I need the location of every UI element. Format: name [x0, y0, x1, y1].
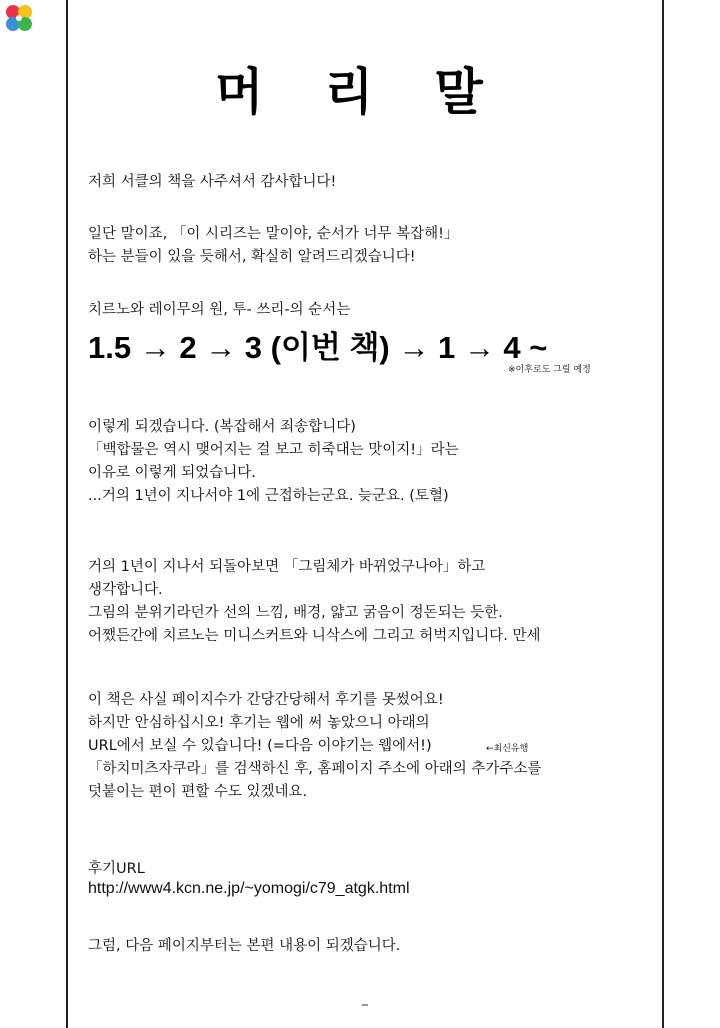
paragraph-line: 어쨌든간에 치르노는 미니스커트와 니삭스에 그리고 허벅지입니다. 만세	[88, 628, 541, 644]
paragraph-line: 이유로 이렇게 되었습니다.	[88, 465, 256, 481]
paragraph-line: 그림의 분위기라던가 선의 느낌, 배경, 얇고 굵음이 정돈되는 듯한.	[88, 605, 503, 621]
order-intro: 치르노와 레이무의 원, 투- 쓰리-의 순서는	[88, 302, 351, 318]
paragraph-line: 덧붙이는 편이 편할 수도 있겠네요.	[88, 784, 308, 800]
paragraph-line: 「하치미츠자쿠라」를 검색하신 후, 홈페이지 주소에 아래의 추가주소를	[88, 761, 542, 777]
closing-line: 그럼, 다음 페이지부터는 본편 내용이 되겠습니다.	[88, 938, 401, 954]
afterword-label: 후기URL	[88, 861, 145, 877]
paragraph-line: 거의 1년이 지나서 되돌아보면 「그림체가 바뀌었구나아」하고	[88, 559, 486, 575]
paragraph-line: ...거의 1년이 지나서야 1에 근접하는군요. 늦군요. (토혈)	[88, 488, 449, 504]
paragraph-line: 일단 말이죠, 「이 시리즈는 말이야, 순서가 너무 복잡해!」	[88, 226, 459, 242]
paragraph-line: URL에서 보실 수 있습니다! (=다음 이야기는 웹에서!)	[88, 738, 432, 754]
afterword-url: http://www4.kcn.ne.jp/~yomogi/c79_atgk.html	[88, 880, 410, 897]
paragraph-line: 하는 분들이 있을 듯해서, 확실히 알려드리겠습니다!	[88, 249, 416, 265]
paragraph-line: 저희 서클의 책을 사주셔서 감사합니다!	[88, 174, 337, 190]
paragraph-line: 「백합물은 역시 맺어지는 걸 보고 히죽대는 맛이지!」라는	[88, 442, 459, 458]
paragraph-line: 이 책은 사실 페이지수가 간당간당해서 후기를 못썼어요!	[88, 692, 444, 708]
page-border	[66, 0, 664, 1028]
page-title: 머 리 말	[215, 63, 505, 121]
paragraph-line: 생각합니다.	[88, 582, 163, 598]
paragraph-line: 하지만 안심하십시오! 후기는 웹에 써 놓았으니 아래의	[88, 715, 430, 731]
order-note: ※이후로도 그릴 예정	[508, 365, 591, 375]
page-mark	[362, 1004, 368, 1006]
trend-note: ←최신유행	[486, 744, 529, 754]
order-sequence: 1.5 → 2 → 3 (이번 책) → 1 → 4 ~	[88, 330, 548, 365]
four-leaf-clover-icon	[2, 2, 36, 36]
paragraph-line: 이렇게 되겠습니다. (복잡해서 죄송합니다)	[88, 419, 356, 435]
